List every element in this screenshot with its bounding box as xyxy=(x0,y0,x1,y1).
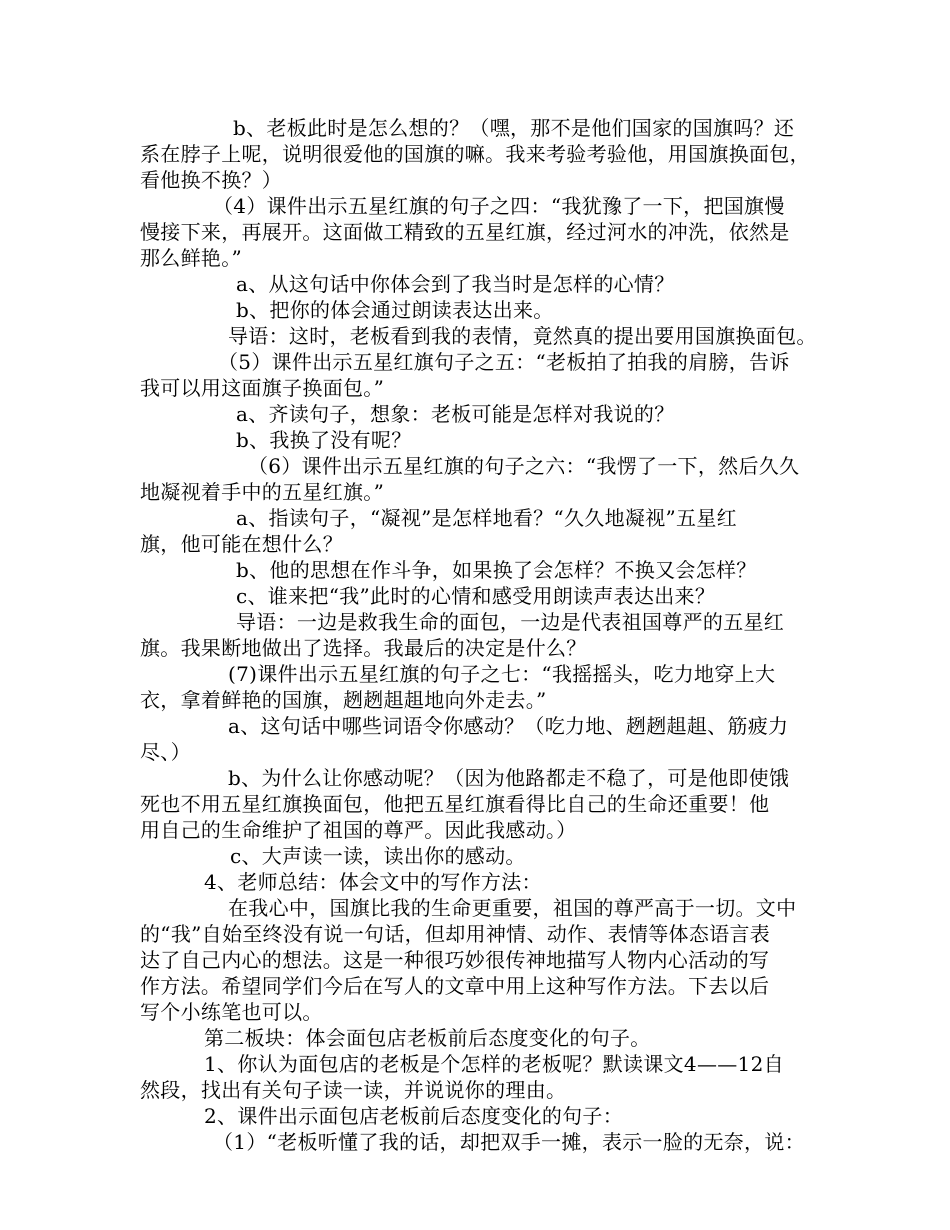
text-line: 的“我”自始至终没有说一句话，但却用神情、动作、表情等体态语言表 xyxy=(140,922,771,946)
text-line: 衣，拿着鲜艳的国旗，趔趔趄趄地向外走去。” xyxy=(140,688,547,712)
text-line: 2、课件出示面包店老板前后态度变化的句子： xyxy=(204,1104,624,1128)
text-line: 导语：这时，老板看到我的表情，竟然真的提出要用国旗换面包。 xyxy=(228,324,817,348)
text-line: a、指读句子，“凝视”是怎样地看？“久久地凝视”五星红 xyxy=(236,506,737,530)
text-line: 看他换不换？） xyxy=(140,168,283,192)
text-line: 旗，他可能在想什么？ xyxy=(140,532,343,556)
text-line: 用自己的生命维护了祖国的尊严。因此我感动。） xyxy=(140,818,577,842)
text-line: c、谁来把“我”此时的心情和感受用朗读声表达出来？ xyxy=(236,584,716,608)
text-line: （1）“老板听懂了我的话，却把双手一摊，表示一脸的无奈，说： xyxy=(213,1130,805,1154)
text-line: 作方法。希望同学们今后在写人的文章中用上这种写作方法。下去以后 xyxy=(140,974,770,998)
text-line: b、为什么让你感动呢？（因为他路都走不稳了，可是他即使饿 xyxy=(228,766,790,790)
text-line: 在我心中，国旗比我的生命更重要，祖国的尊严高于一切。文中 xyxy=(228,896,797,920)
text-line: 系在脖子上呢，说明很爱他的国旗的嘛。我来考验考验他，用国旗换面包， xyxy=(140,142,810,166)
text-line: （4）课件出示五星红旗的句子之四：“我犹豫了一下，把国旗慢 xyxy=(213,194,785,218)
text-line: c、大声读一读，读出你的感动。 xyxy=(230,844,526,868)
text-line: 然段，找出有关句子读一读，并说说你的理由。 xyxy=(140,1078,567,1102)
text-line: 我可以用这面旗子换面包。” xyxy=(140,376,385,400)
text-line: 达了自己内心的想法。这是一种很巧妙很传神地描写人物内心活动的写 xyxy=(140,948,770,972)
section-heading: 第二板块：体会面包店老板前后态度变化的句子。 xyxy=(204,1026,651,1050)
text-line: a、从这句话中你体会到了我当时是怎样的心情？ xyxy=(236,272,675,296)
text-line: b、他的思想在作斗争，如果换了会怎样？不换又会怎样？ xyxy=(236,558,757,582)
text-line: b、把你的体会通过朗读表达出来。 xyxy=(236,298,554,322)
text-line: 旗。我果断地做出了选择。我最后的决定是什么？ xyxy=(140,636,587,660)
text-line: （5）课件出示五星红旗句子之五：“老板拍了拍我的肩膀，告诉 xyxy=(218,350,790,374)
text-line: 慢接下来，再展开。这面做工精致的五星红旗，经过河水的冲洗，依然是 xyxy=(140,220,790,244)
text-line: b、我换了没有呢？ xyxy=(236,428,412,452)
text-line: 4、老师总结：体会文中的写作方法： xyxy=(204,870,542,894)
text-line: （6）课件出示五星红旗的句子之六：“我愣了一下，然后久久 xyxy=(248,454,800,478)
text-line: 那么鲜艳。” xyxy=(140,246,243,270)
text-line: a、这句话中哪些词语令你感动？（吃力地、趔趔趄趄、筋疲力 xyxy=(228,714,789,738)
text-line: 尽、） xyxy=(140,740,191,764)
text-line: b、老板此时是怎么想的？（嘿，那不是他们国家的国旗吗？还 xyxy=(233,116,795,140)
text-line: 死也不用五星红旗换面包，他把五星红旗看得比自己的生命还重要！他 xyxy=(140,792,770,816)
text-line: a、齐读句子，想象：老板可能是怎样对我说的？ xyxy=(236,402,675,426)
text-line: 地凝视着手中的五星红旗。” xyxy=(140,480,385,504)
text-line: 写个小练笔也可以。 xyxy=(140,1000,323,1024)
text-line: 1、你认为面包店的老板是个怎样的老板呢？默读课文4——12自 xyxy=(204,1052,784,1076)
text-line: 导语：一边是救我生命的面包，一边是代表祖国尊严的五星红 xyxy=(236,610,785,634)
text-line: (7)课件出示五星红旗的句子之七：“我摇摇头，吃力地穿上大 xyxy=(228,662,776,686)
